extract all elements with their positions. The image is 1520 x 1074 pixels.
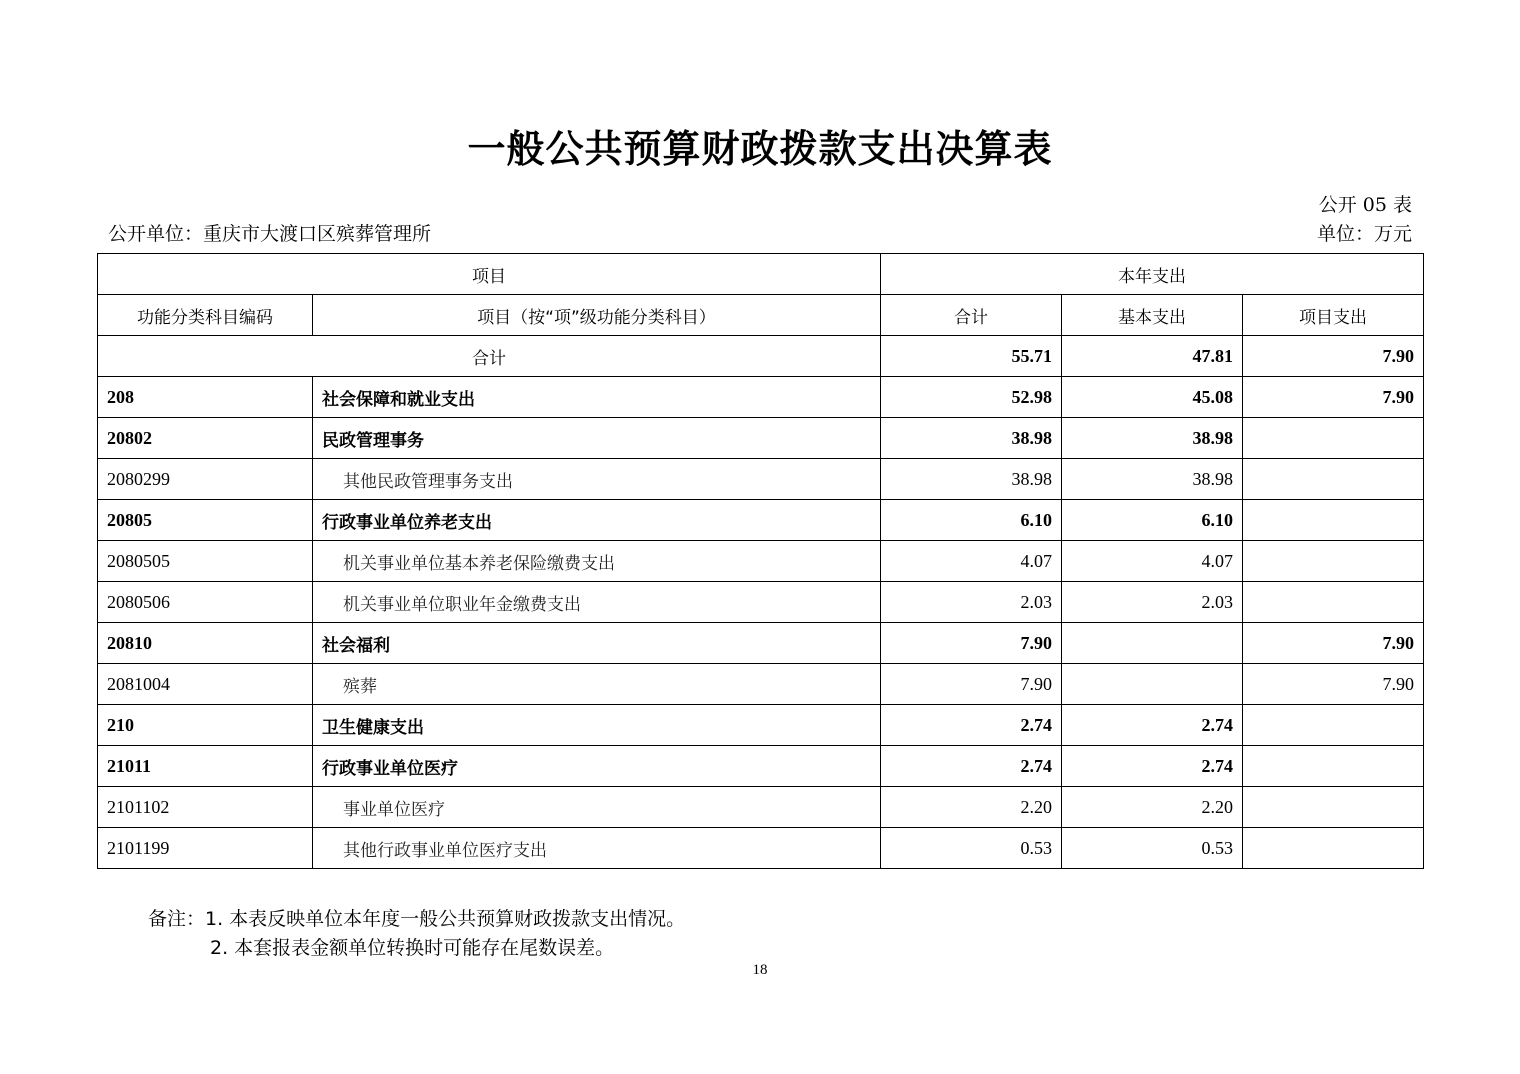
row-code: 20810 [98, 623, 313, 664]
row-total: 4.07 [881, 541, 1062, 582]
header-name: 项目（按“项”级功能分类科目） [313, 295, 881, 336]
table-row [98, 459, 1424, 500]
total-total: 55.71 [881, 336, 1062, 377]
page-title: 一般公共预算财政拨款支出决算表 [467, 127, 1053, 171]
row-project [1243, 459, 1424, 500]
header-project-expense: 项目支出 [1243, 295, 1424, 336]
header-row-2 [98, 295, 1424, 336]
row-project: 7.90 [1243, 377, 1424, 418]
row-code: 2101102 [98, 787, 313, 828]
row-total: 6.10 [881, 500, 1062, 541]
row-name: 行政事业单位养老支出 [313, 500, 881, 541]
table-row [98, 418, 1424, 459]
total-label: 合计 [98, 336, 881, 377]
header-row-1 [98, 254, 1424, 295]
row-project [1243, 746, 1424, 787]
row-total: 2.20 [881, 787, 1062, 828]
row-code: 2081004 [98, 664, 313, 705]
row-project [1243, 500, 1424, 541]
row-code: 2080506 [98, 582, 313, 623]
row-code: 2080505 [98, 541, 313, 582]
table-row [98, 787, 1424, 828]
row-total: 7.90 [881, 623, 1062, 664]
row-basic: 2.74 [1062, 746, 1243, 787]
row-total: 2.03 [881, 582, 1062, 623]
total-row [98, 336, 1424, 377]
row-project: 7.90 [1243, 664, 1424, 705]
row-total: 2.74 [881, 746, 1062, 787]
row-project [1243, 787, 1424, 828]
form-number: 公开 05 表 [1318, 194, 1412, 216]
row-basic: 2.74 [1062, 705, 1243, 746]
row-total: 7.90 [881, 664, 1062, 705]
row-name: 其他行政事业单位医疗支出 [313, 828, 881, 869]
row-project: 7.90 [1243, 623, 1424, 664]
table-row [98, 705, 1424, 746]
row-code: 2101199 [98, 828, 313, 869]
row-total: 38.98 [881, 459, 1062, 500]
row-basic: 6.10 [1062, 500, 1243, 541]
row-total: 38.98 [881, 418, 1062, 459]
row-name: 其他民政管理事务支出 [313, 459, 881, 500]
row-name: 社会福利 [313, 623, 881, 664]
row-basic [1062, 664, 1243, 705]
row-project [1243, 541, 1424, 582]
table-row [98, 541, 1424, 582]
table-row [98, 746, 1424, 787]
row-name: 行政事业单位医疗 [313, 746, 881, 787]
row-name: 卫生健康支出 [313, 705, 881, 746]
row-total: 52.98 [881, 377, 1062, 418]
table-row [98, 664, 1424, 705]
table-row [98, 623, 1424, 664]
note-1: 备注：1. 本表反映单位本年度一般公共预算财政拨款支出情况。 [148, 908, 686, 930]
row-name: 民政管理事务 [313, 418, 881, 459]
row-code: 20805 [98, 500, 313, 541]
table-row [98, 500, 1424, 541]
header-current-year: 本年支出 [881, 254, 1424, 295]
header-basic: 基本支出 [1062, 295, 1243, 336]
row-code: 20802 [98, 418, 313, 459]
expenditure-table [97, 253, 1424, 869]
row-project [1243, 418, 1424, 459]
row-code: 210 [98, 705, 313, 746]
notes [148, 905, 685, 963]
row-code: 2080299 [98, 459, 313, 500]
row-total: 0.53 [881, 828, 1062, 869]
row-basic: 0.53 [1062, 828, 1243, 869]
row-basic: 4.07 [1062, 541, 1243, 582]
table-row [98, 828, 1424, 869]
header-code: 功能分类科目编码 [98, 295, 313, 336]
row-basic: 2.20 [1062, 787, 1243, 828]
row-project [1243, 582, 1424, 623]
table-row [98, 377, 1424, 418]
row-total: 2.74 [881, 705, 1062, 746]
row-basic [1062, 623, 1243, 664]
row-name: 机关事业单位职业年金缴费支出 [313, 582, 881, 623]
header-project: 项目 [98, 254, 881, 295]
header-total: 合计 [881, 295, 1062, 336]
row-project [1243, 705, 1424, 746]
total-project: 7.90 [1243, 336, 1424, 377]
row-code: 208 [98, 377, 313, 418]
row-code: 21011 [98, 746, 313, 787]
table-row [98, 582, 1424, 623]
row-name: 殡葬 [313, 664, 881, 705]
row-name: 社会保障和就业支出 [313, 377, 881, 418]
total-basic: 47.81 [1062, 336, 1243, 377]
row-project [1243, 828, 1424, 869]
page-number: 18 [752, 962, 768, 978]
currency-unit: 单位：万元 [1316, 223, 1412, 245]
row-basic: 38.98 [1062, 418, 1243, 459]
note-2: 2. 本套报表金额单位转换时可能存在尾数误差。 [210, 937, 615, 959]
reporting-unit: 公开单位：重庆市大渡口区殡葬管理所 [108, 223, 432, 245]
row-basic: 45.08 [1062, 377, 1243, 418]
row-basic: 2.03 [1062, 582, 1243, 623]
row-name: 机关事业单位基本养老保险缴费支出 [313, 541, 881, 582]
row-name: 事业单位医疗 [313, 787, 881, 828]
row-basic: 38.98 [1062, 459, 1243, 500]
